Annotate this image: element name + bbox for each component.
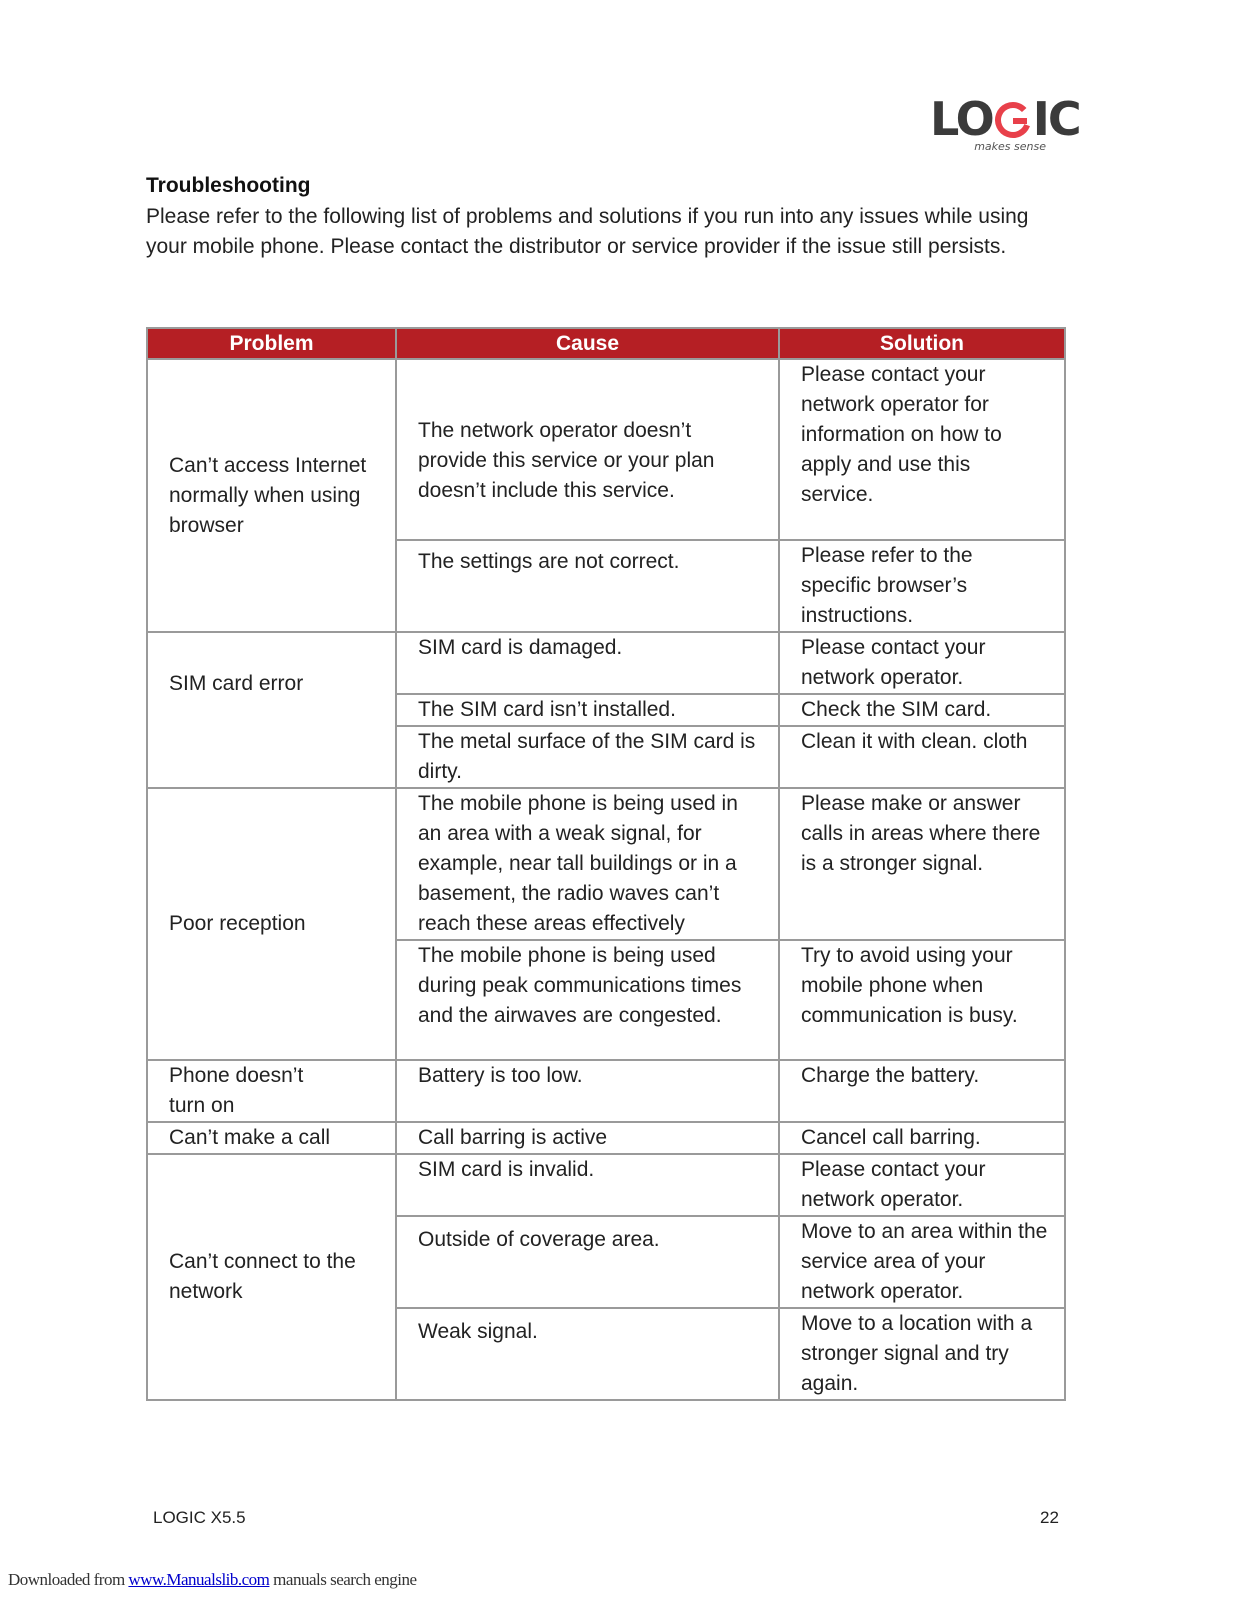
solution-cell: Please contact your network operator. bbox=[779, 632, 1065, 694]
solution-cell: Please contact your network operator for information on how to apply and use this service. bbox=[779, 359, 1065, 540]
cause-cell: SIM card is damaged. bbox=[396, 632, 779, 694]
download-suffix: manuals search engine bbox=[269, 1570, 417, 1589]
table-row bbox=[147, 359, 1065, 540]
manualslib-link[interactable]: www.Manualslib.com bbox=[128, 1570, 270, 1589]
header-cause: Cause bbox=[396, 328, 779, 359]
solution-cell: Try to avoid using your mobile phone when communication is busy. bbox=[779, 940, 1065, 1060]
problem-cell: Phone doesn’t turn on bbox=[147, 1060, 396, 1122]
table-header-row bbox=[147, 328, 1065, 359]
cause-cell: Weak signal. bbox=[396, 1308, 779, 1400]
cause-cell: The metal surface of the SIM card is dirty. bbox=[396, 726, 779, 788]
solution-cell: Please make or answer calls in areas where there is a stronger signal. bbox=[779, 788, 1065, 940]
solution-cell: Please contact your network operator. bbox=[779, 1154, 1065, 1216]
solution-cell: Clean it with clean. cloth bbox=[779, 726, 1065, 788]
cause-cell: SIM card is invalid. bbox=[396, 1154, 779, 1216]
solution-cell: Move to a location with a stronger signal and try again. bbox=[779, 1308, 1065, 1400]
solution-cell: Check the SIM card. bbox=[779, 694, 1065, 726]
footer-page-number: 22 bbox=[1040, 1508, 1059, 1527]
header-problem: Problem bbox=[147, 328, 396, 359]
cause-cell: The mobile phone is being used during peak communications times and the airwaves are congested. bbox=[396, 940, 779, 1060]
problem-cell: Poor reception bbox=[147, 788, 396, 1060]
cause-cell: The network operator doesn’t provide this service or your plan doesn’t include this service. bbox=[396, 359, 779, 540]
table-row bbox=[147, 1060, 1065, 1122]
header-solution: Solution bbox=[779, 328, 1065, 359]
download-notice bbox=[8, 1570, 417, 1590]
cause-cell: Battery is too low. bbox=[396, 1060, 779, 1122]
logo-text-ic: IC bbox=[1032, 92, 1080, 146]
table-row bbox=[147, 1122, 1065, 1154]
footer-model: LOGIC X5.5 bbox=[153, 1508, 246, 1527]
solution-cell: Charge the battery. bbox=[779, 1060, 1065, 1122]
cause-cell: The mobile phone is being used in an area with a weak signal, for example, near tall buildings or in a basement, the radio waves can’t reach these areas effectively bbox=[396, 788, 779, 940]
problem-cell: Can’t connect to the network bbox=[147, 1154, 396, 1400]
problem-cell: SIM card error bbox=[147, 632, 396, 788]
logo-g-icon bbox=[994, 100, 1032, 138]
cause-cell: The settings are not correct. bbox=[396, 540, 779, 632]
section-heading: Troubleshooting bbox=[146, 174, 311, 197]
table-row bbox=[147, 1154, 1065, 1216]
intro-paragraph: Please refer to the following list of problems and solutions if you run into any issues while using your mobile phone. Please contact the distributor or service provider if the issue still persists. bbox=[146, 205, 1029, 258]
cause-cell: Outside of coverage area. bbox=[396, 1216, 779, 1308]
solution-cell: Cancel call barring. bbox=[779, 1122, 1065, 1154]
cause-cell: Call barring is active bbox=[396, 1122, 779, 1154]
troubleshooting-table bbox=[146, 327, 1066, 1401]
solution-cell: Please refer to the specific browser’s instructions. bbox=[779, 540, 1065, 632]
solution-cell: Move to an area within the service area of your network operator. bbox=[779, 1216, 1065, 1308]
table-row bbox=[147, 632, 1065, 694]
problem-cell: Can’t access Internet normally when using browser bbox=[147, 359, 396, 632]
download-prefix: Downloaded from bbox=[8, 1570, 129, 1589]
logo-tagline: makes sense bbox=[974, 140, 1046, 153]
logic-logo bbox=[930, 92, 1080, 153]
logo-text-lo: LO bbox=[930, 92, 993, 146]
cause-cell: The SIM card isn’t installed. bbox=[396, 694, 779, 726]
problem-cell: Can’t make a call bbox=[147, 1122, 396, 1154]
table-row bbox=[147, 788, 1065, 940]
